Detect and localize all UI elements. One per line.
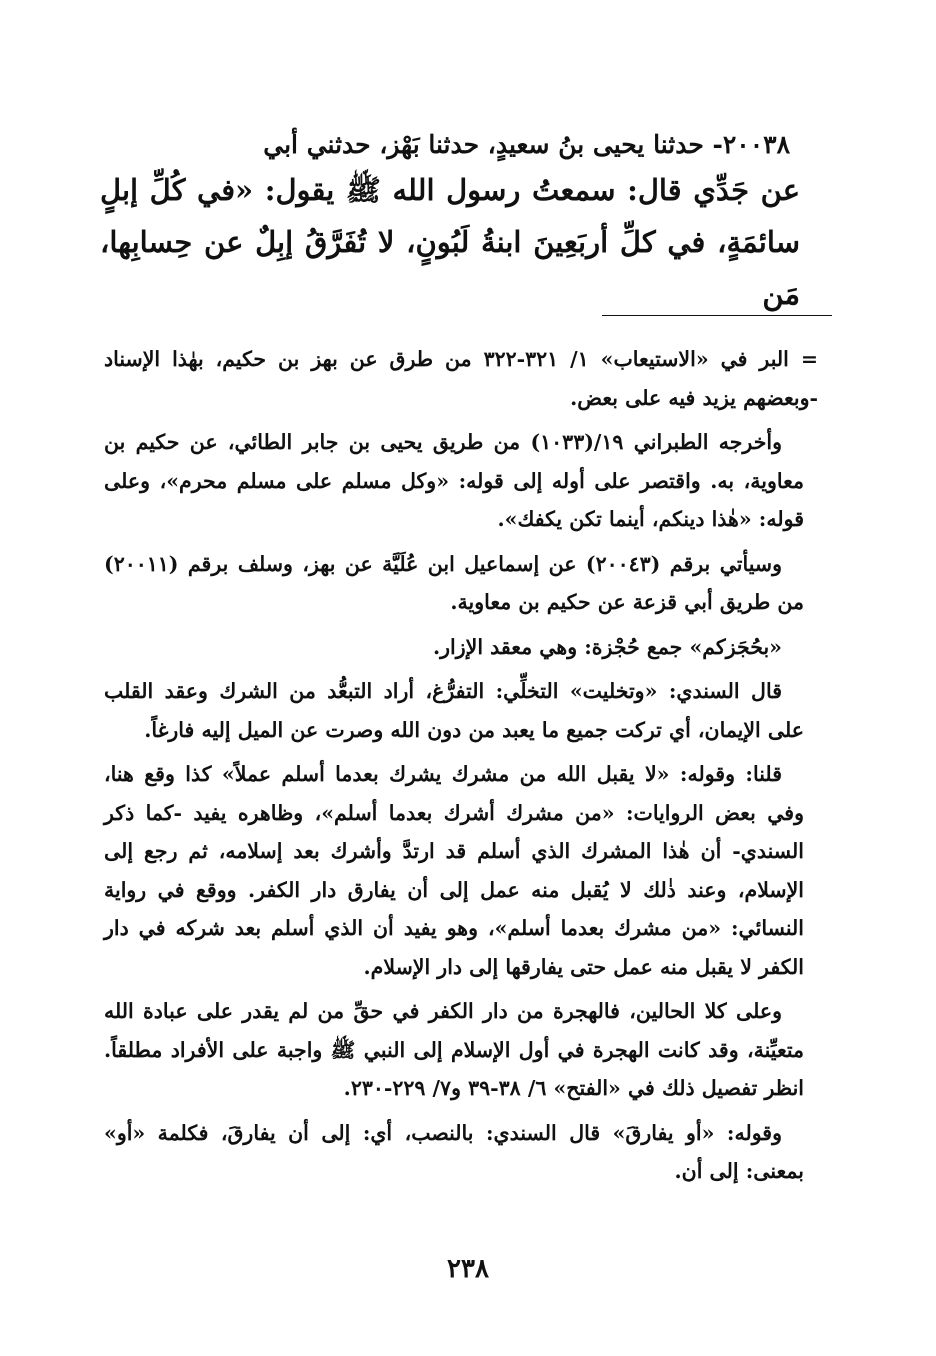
hadith-text-line-2: سائمَةٍ، في كلِّ أربَعِينَ ابنةُ لَبُونٍ، لا تُفَرَّقُ إبِلٌ عن حِسابِها، مَن (100, 225, 800, 311)
footnote-paragraph: = البر في «الاستيعاب» ١/ ٣٢١-٣٢٢ من طرق عن بهز بن حكيم، بهٰذا الإسناد -وبعضهم يزيد فيه على بعض. (104, 347, 819, 410)
footnote-paragraph: قلنا: وقوله: «لا يقبل الله من مشرك يشرك بعدما أسلم عملاً» كذا وقع هنا، وفي بعض الروايات: «من مشرك أشرك بعدما أسلم»، وظاهره يفيد -كما ذكر السندي- أن هٰذا المشرك الذي أسلم قد ارتدَّ وأشرك بعد إسلامه، ثم رجع إلى الإسلام، وعند ذٰلك لا يُقبل منه عمل إلى أن يفارق دار الكفر. ووقع في رواية النسائي: «من مشرك بعدما أسلم»، وهو يفيد أن الذي أسلم بعد شركه في دار الكفر لا يقبل منه عمل حتى يفارقها إلى دار الإسلام. (104, 762, 804, 979)
footnote-paragraph: وسيأتي برقم (٢٠٠٤٣) عن إسماعيل ابن عُلَيَّة عن بهز، وسلف برقم (٢٠٠١١) من طريق أبي قزعة عن حكيم بن معاوية. (104, 551, 804, 614)
hadith-text-line-1: عن جَدِّي قال: سمعتُ رسول الله ﷺ يقول: «في كُلِّ إبلٍ (100, 173, 800, 207)
footnote-paragraph: وقوله: «أو يفارقَ» قال السندي: بالنصب، أي: إلى أن يفارقَ، فكلمة «أو» بمعنى: إلى أن. (104, 1120, 804, 1183)
hadith-number-isnad: ٢٠٠٣٨- حدثنا يحيى بنُ سعيدٍ، حدثنا بَهْز، حدثني أبي (263, 130, 790, 159)
hadith-block (100, 126, 800, 320)
footnote-paragraph: وأخرجه الطبراني ١٩/(١٠٣٣) من طريق يحيى بن جابر الطائي، عن حكيم بن معاوية، به. واقتصر على أوله إلى قوله: «وكل مسلم على مسلم محرم»، وعلى قوله: «هٰذا دينكم، أينما تكن يكفك». (104, 430, 804, 531)
footnote-paragraph: وعلى كلا الحالين، فالهجرة من دار الكفر في حقِّ من لم يقدر على عبادة الله متعيِّنة، وقد كانت الهجرة في أول الإسلام إلى النبي ﷺ واجبة على الأفراد مطلقاً. انظر تفصيل ذلك في «الفتح» ٦/ ٣٨-٣٩ و٧/ ٢٢٩-٢٣٠. (104, 999, 804, 1100)
footnote-paragraph: «بحُجَزكم» جمع حُجْزة: وهي معقد الإزار. (433, 634, 782, 659)
footnote-paragraph: قال السندي: «وتخليت» التخلِّي: التفرُّغ، أراد التبعُّد من الشرك وعقد القلب على الإيمان، أي تركت جميع ما يعبد من دون الله وصرت عن الميل إليه فارغاً. (104, 679, 804, 742)
footnote-separator (602, 315, 832, 316)
footnotes-section (104, 340, 819, 1197)
page-number: ٢٣٨ (447, 1254, 489, 1284)
